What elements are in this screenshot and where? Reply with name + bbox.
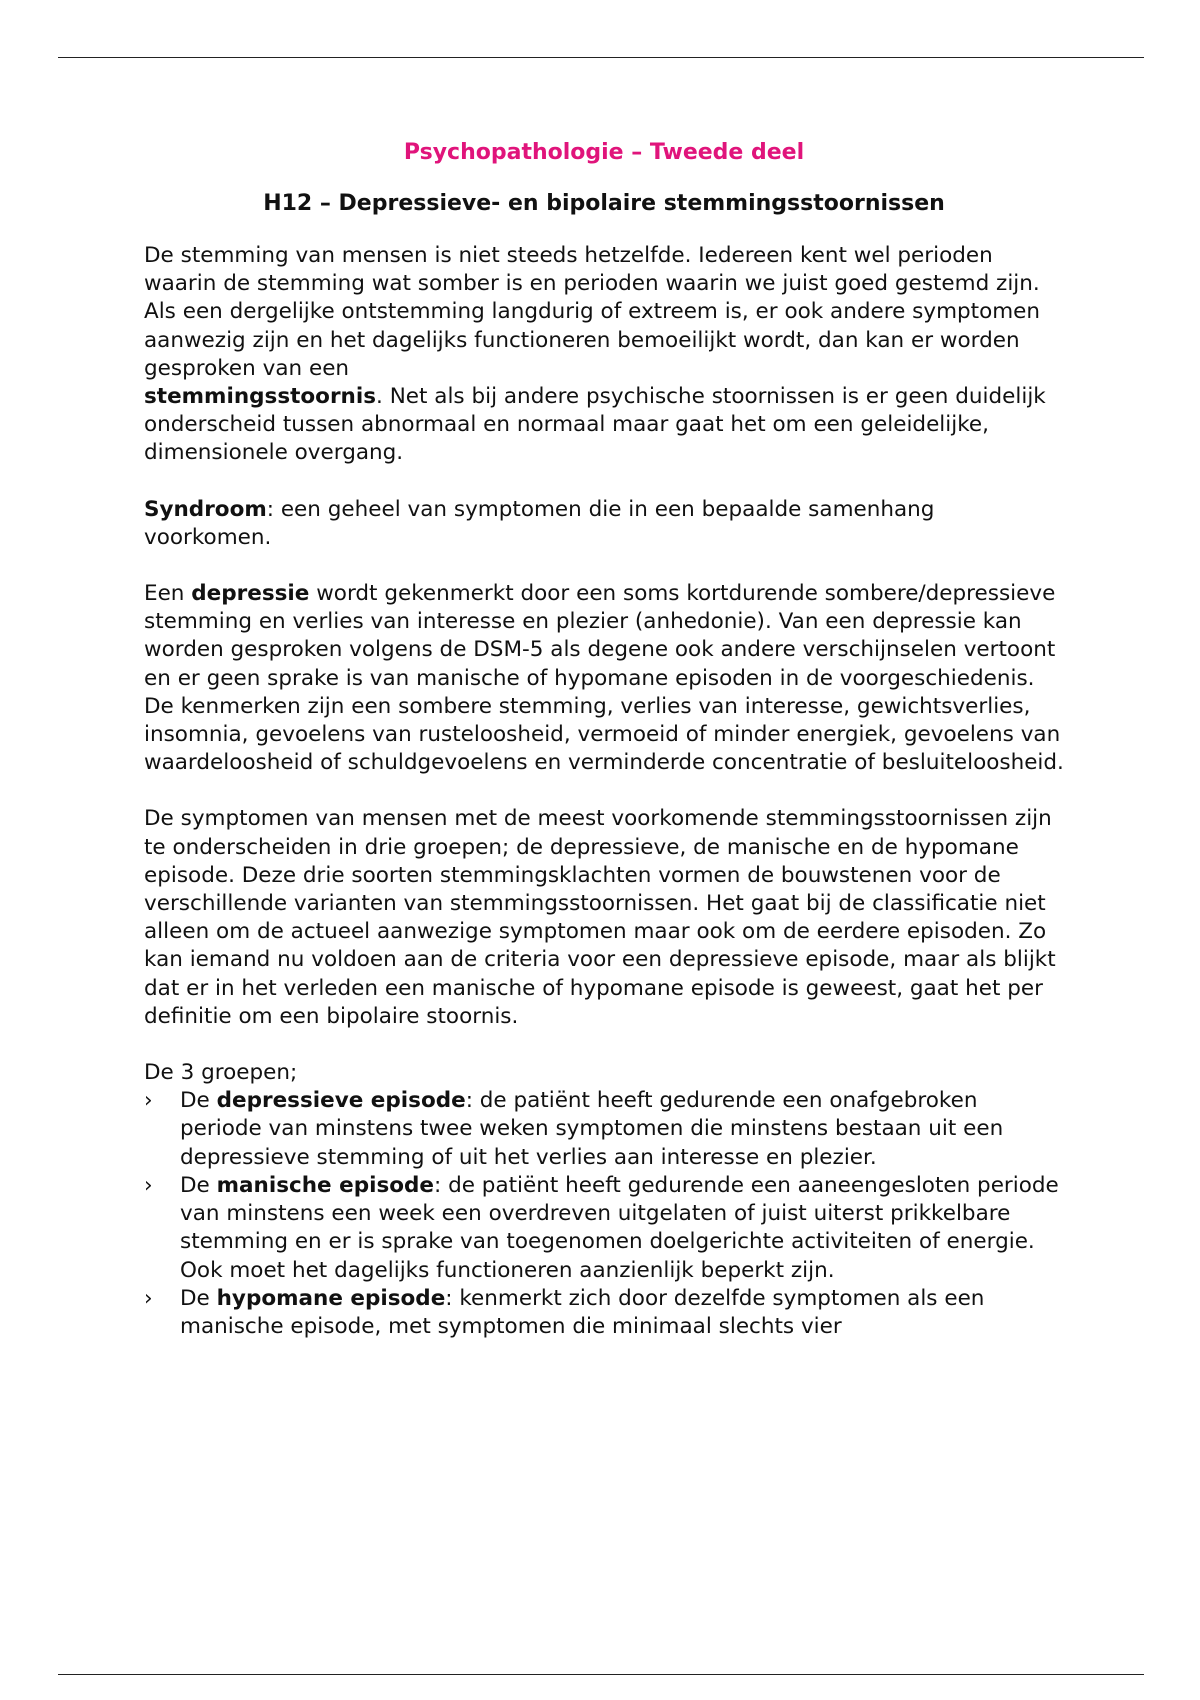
term-hypomane-episode: hypomane episode bbox=[216, 1285, 446, 1311]
intro-text-a: De stemming van mensen is niet steeds hetzelfde. Iedereen kent wel perioden waarin de stemming wat somber is en perioden waarin we juist goed gestemd zijn. Als een dergelijke ontstemming langdurig of extreem is, er ook andere symptomen aanwezig zijn en het dagelijks functioneren bemoeilijkt wordt, dan kan er worden gesproken van een bbox=[144, 243, 1041, 381]
groups-list bbox=[144, 1087, 1064, 1341]
syndroom-text: : een geheel van symptomen die in een bepaalde samenhang voorkomen. bbox=[144, 496, 935, 550]
item-pre: De bbox=[180, 1285, 217, 1311]
list-item bbox=[144, 1285, 1064, 1341]
groups-lead: De 3 groepen; bbox=[144, 1060, 298, 1086]
bullet-marker: › bbox=[144, 1285, 153, 1311]
document-body bbox=[144, 140, 1064, 1341]
chapter-heading: H12 – Depressieve- en bipolaire stemmingsstoornissen bbox=[263, 191, 945, 216]
depressie-text-b: wordt gekenmerkt door een soms kortdurende sombere/depressieve stemming en verlies van interesse en plezier (anhedonie). Van een depressie kan worden gesproken volgens de DSM-5 als degene ook andere verschijnselen vertoont en er geen sprake is van manische of hypomane episoden in de voorgeschiedenis. De kenmerken zijn een sombere stemming, verlies van interesse, gewichtsverlies, insomnia, gevoelens van rusteloosheid, vermoeid of minder energiek, gevoelens van waardeloosheid of schuldgevoelens en verminderde concentratie of besluiteloosheid. bbox=[144, 581, 1064, 776]
header-rule bbox=[58, 57, 1144, 58]
syndroom-paragraph bbox=[144, 496, 1064, 552]
intro-text-b: . Net als bij andere psychische stoornissen is er geen duidelijk onderscheid tussen abnormaal en normaal maar gaat het om een geleidelijke, dimensionele overgang. bbox=[144, 384, 1046, 466]
bullet-marker: › bbox=[144, 1172, 153, 1198]
list-item bbox=[144, 1172, 1064, 1285]
list-item bbox=[144, 1087, 1064, 1172]
term-depressie: depressie bbox=[191, 581, 310, 607]
intro-paragraph bbox=[144, 242, 1064, 468]
document-title: Psychopathologie – Tweede deel bbox=[403, 140, 805, 165]
item-pre: De bbox=[180, 1088, 217, 1114]
term-stemmingsstoornis: stemmingsstoornis bbox=[144, 384, 377, 410]
footer-rule bbox=[58, 1674, 1144, 1675]
term-syndroom: Syndroom bbox=[144, 496, 267, 522]
item-text: : kenmerkt zich door dezelfde symptomen als een manische episode, met symptomen die minimaal slechts vier bbox=[180, 1285, 985, 1339]
symptomen-paragraph: De symptomen van mensen met de meest voorkomende stemmingsstoornissen zijn te onderscheiden in drie groepen; de depressieve, de manische en de hypomane episode. Deze drie soorten stemmingsklachten vormen de bouwstenen voor de verschillende varianten van stemmingsstoornissen. Het gaat bij de classificatie niet alleen om de actueel aanwezige symptomen maar ook om de eerdere episoden. Zo kan iemand nu voldoen aan de criteria voor een depressieve episode, maar als blijkt dat er in het verleden een manische of hypomane episode is geweest, gaat het per definitie om een bipolaire stoornis. bbox=[144, 806, 1056, 1029]
item-pre: De bbox=[180, 1172, 217, 1198]
bullet-marker: › bbox=[144, 1088, 153, 1114]
depressie-paragraph bbox=[144, 580, 1064, 777]
term-manische-episode: manische episode bbox=[216, 1172, 435, 1198]
item-text: : de patiënt heeft gedurende een aaneengesloten periode van minstens een week een overdreven uitgelaten of juist uiterst prikkelbare stemming en er is sprake van toegenomen doelgerichte activiteiten of energie. Ook moet het dagelijks functioneren aanzienlijk beperkt zijn. bbox=[180, 1172, 1059, 1283]
depressie-text-a: Een bbox=[144, 581, 192, 607]
term-depressieve-episode: depressieve episode bbox=[216, 1088, 466, 1114]
item-text: : de patiënt heeft gedurende een onafgebroken periode van minstens twee weken symptomen die minstens bestaan uit een depressieve stemming of uit het verlies aan interesse en plezier. bbox=[180, 1088, 1004, 1170]
